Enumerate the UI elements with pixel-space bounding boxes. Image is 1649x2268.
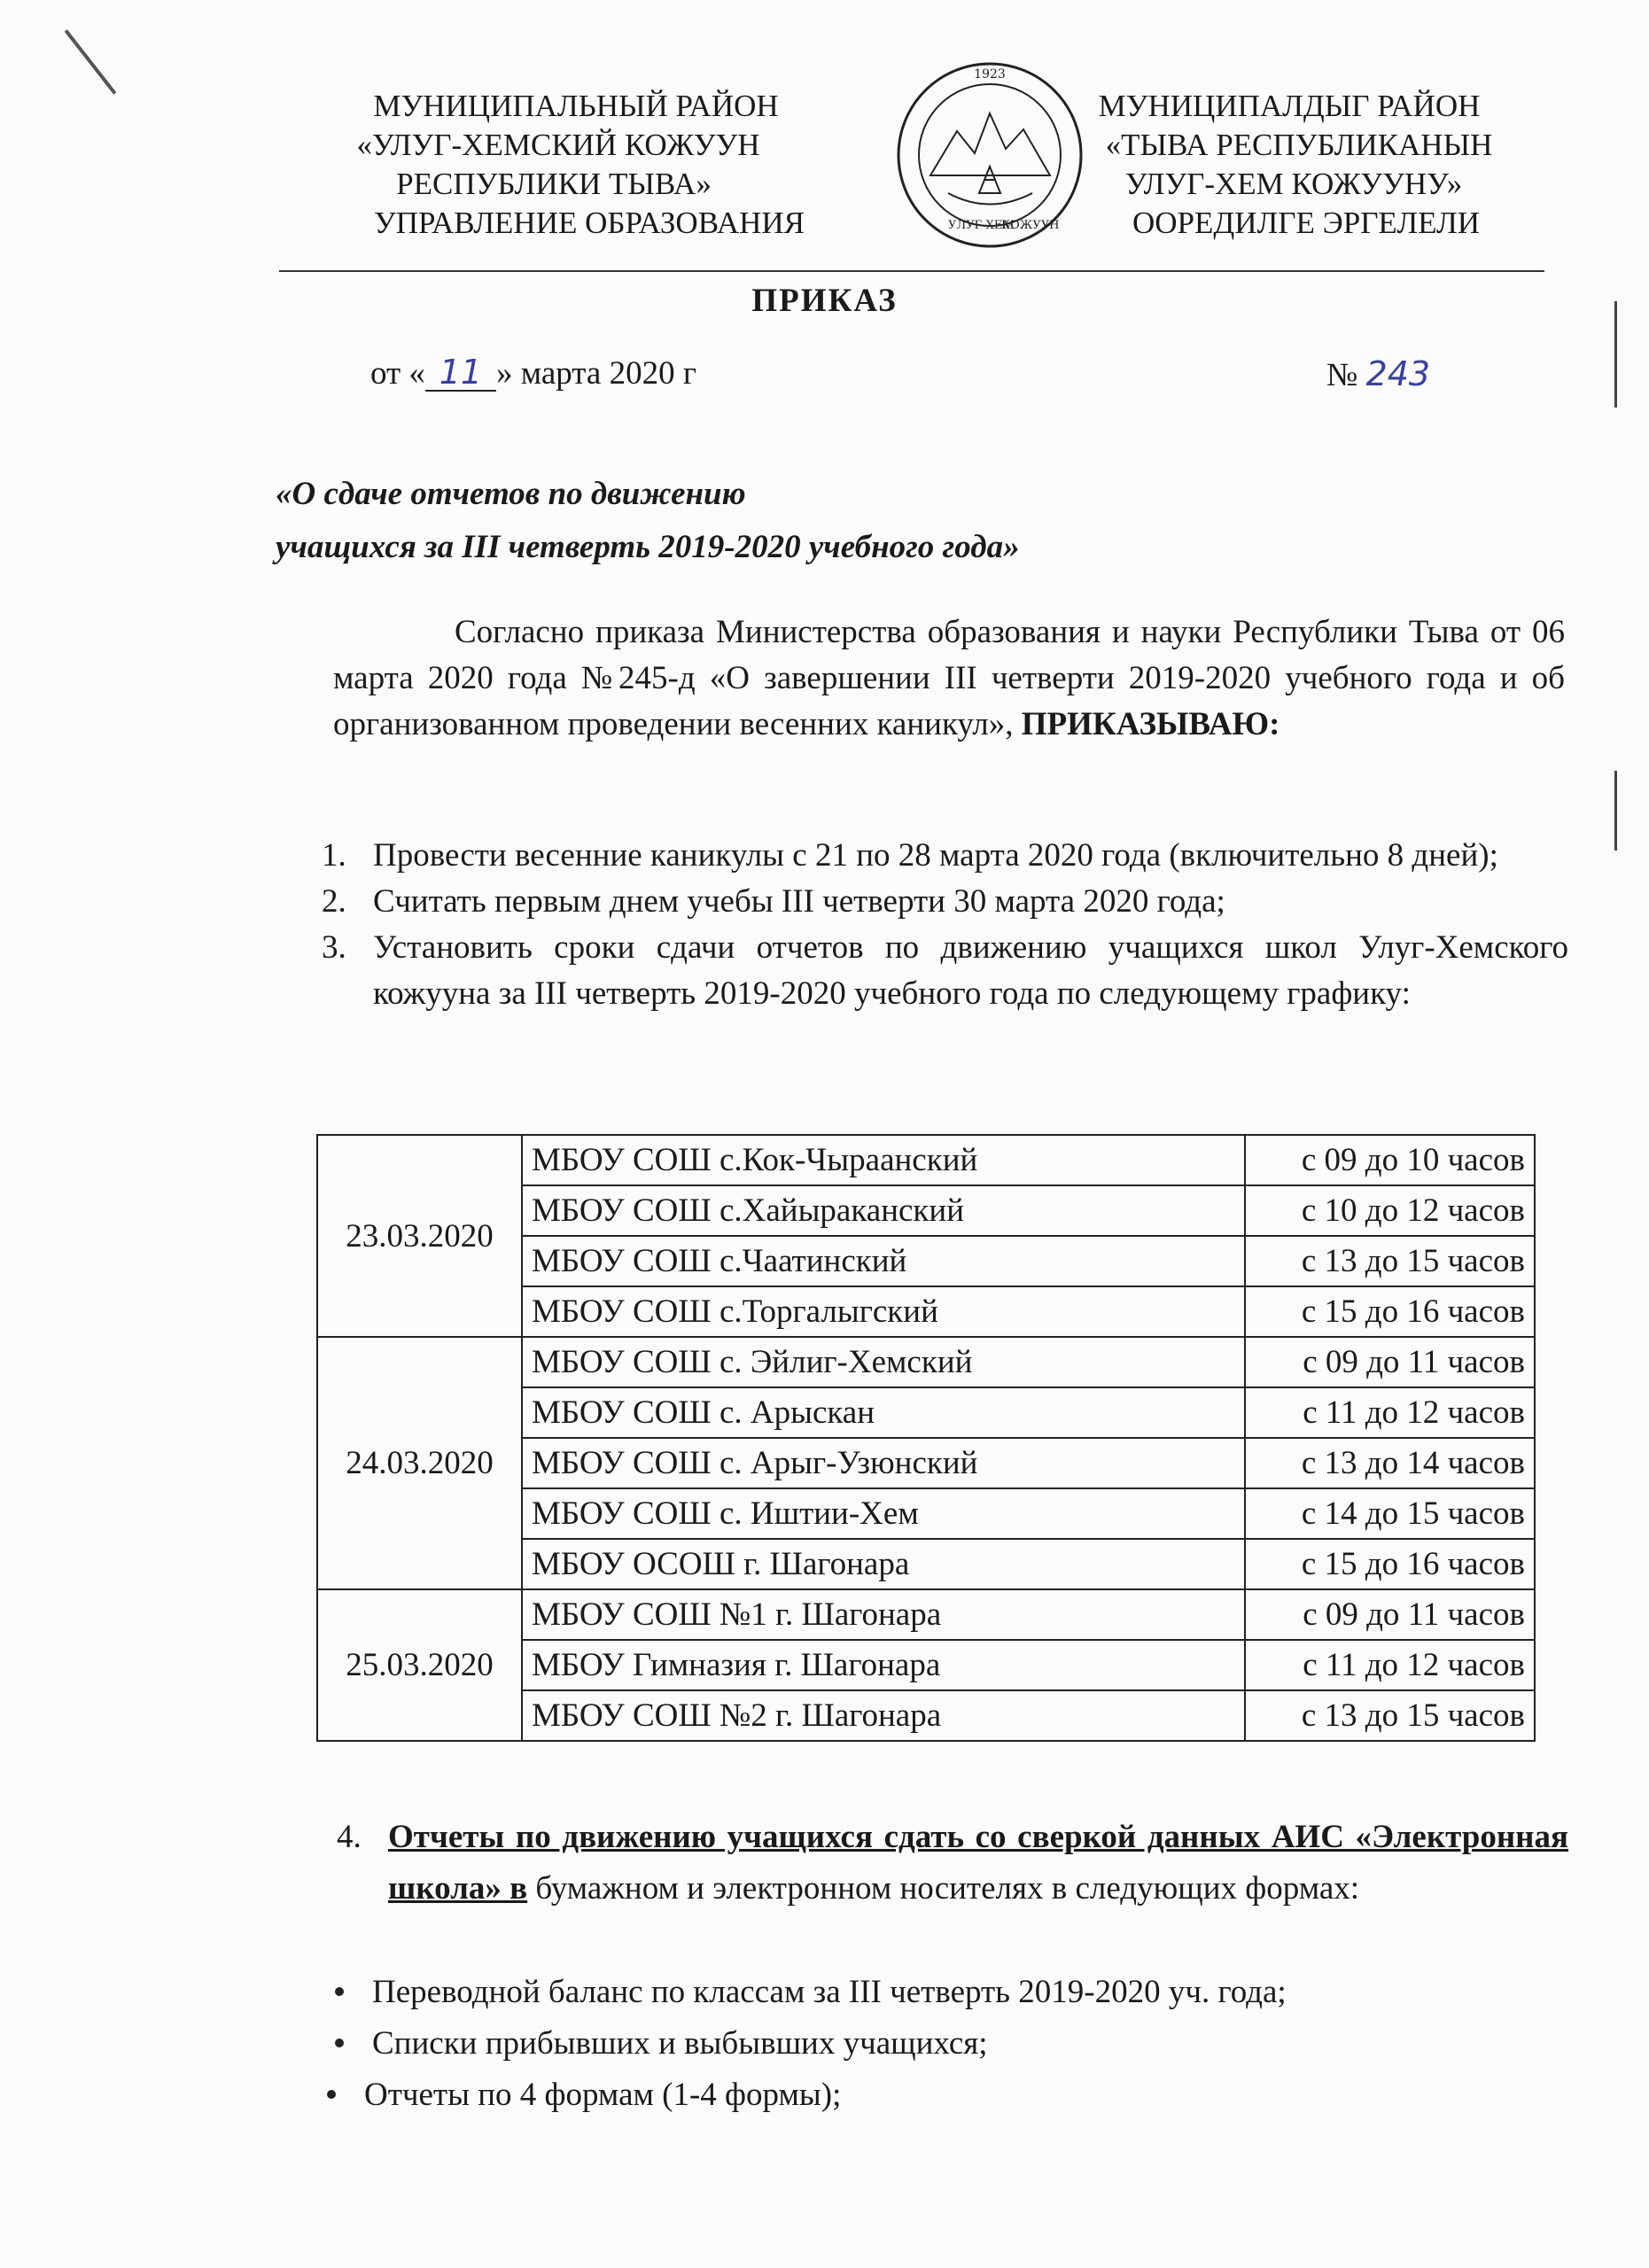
schedule-school: МБОУ ОСОШ г. Шагонара — [522, 1539, 1245, 1589]
item-number: 4. — [337, 1819, 362, 1855]
list-item — [337, 1812, 1568, 1915]
item-number: 3. — [322, 929, 346, 966]
bullet-text: Отчеты по 4 формам (1-4 формы); — [364, 2077, 842, 2113]
schedule-school: МБОУ СОШ с.Чаатинский — [522, 1236, 1245, 1286]
header-right-line: МУНИЦИПАЛДЫГ РАЙОН — [1098, 89, 1481, 123]
schedule-time: с 13 до 14 часов — [1245, 1438, 1535, 1488]
schedule-time: с 13 до 15 часов — [1245, 1236, 1535, 1286]
emblem-text-left: УЛУГ-ХЕМ — [948, 219, 1015, 232]
bullet-text: Переводной баланс по классам за III четверть 2019-2020 уч. года; — [372, 1974, 1287, 2010]
bullet-item — [335, 1967, 1287, 2018]
scan-edge-mark — [1614, 771, 1617, 850]
list-item — [322, 925, 1568, 1017]
schedule-date: 23.03.2020 — [317, 1135, 522, 1337]
emblem-text-right: КОЖУУН — [1001, 219, 1060, 232]
intro-text: Согласно приказа Министерства образования и науки Республики Тыва от 06 марта 2020 года №245-д «О завершении III четверти 2019-2020 учебного года и об организованном проведении весенних каникул», — [333, 614, 1565, 742]
emblem-year: 1923 — [974, 67, 1006, 82]
schedule-date: 24.03.2020 — [317, 1337, 522, 1589]
intro-paragraph — [333, 610, 1565, 748]
schedule-time: с 09 до 11 часов — [1245, 1589, 1535, 1640]
header-left-line: «УЛУГ-ХЕМСКИЙ КОЖУУН — [356, 128, 760, 162]
scan-corner-mark — [65, 29, 117, 94]
list-item — [322, 833, 1568, 879]
item-number: 1. — [322, 837, 346, 874]
table-row — [317, 1589, 1535, 1640]
schedule-school: МБОУ СОШ с. Арыг-Узюнский — [522, 1438, 1245, 1488]
date-prefix: от « — [370, 355, 425, 392]
schedule-table — [316, 1134, 1536, 1742]
header-left-line: РЕСПУБЛИКИ ТЫВА» — [396, 167, 712, 201]
schedule-school: МБОУ Гимназия г. Шагонара — [522, 1640, 1245, 1690]
order-number-handwritten: 243 — [1365, 354, 1431, 393]
table-row — [317, 1135, 1535, 1185]
number-label: № — [1326, 357, 1358, 393]
header-divider — [279, 270, 1544, 272]
schedule-school: МБОУ СОШ с.Торгалыгский — [522, 1286, 1245, 1337]
item-text: Считать первым днем учебы III четверти 30 марта 2020 года; — [373, 883, 1225, 920]
item4-rest: бумажном и электронном носителях в следующих формах: — [527, 1870, 1360, 1907]
header-left — [301, 87, 851, 243]
coat-of-arms-emblem — [895, 60, 1085, 251]
schedule-time: с 09 до 11 часов — [1245, 1337, 1535, 1387]
schedule-time: с 14 до 15 часов — [1245, 1488, 1535, 1539]
bullet-dot — [335, 2039, 344, 2047]
schedule-school: МБОУ СОШ №1 г. Шагонара — [522, 1589, 1245, 1640]
bullet-item — [327, 2070, 841, 2121]
schedule-school: МБОУ СОШ с. Арыскан — [522, 1387, 1245, 1438]
schedule-school: МБОУ СОШ №2 г. Шагонара — [522, 1690, 1245, 1741]
schedule-time: с 11 до 12 часов — [1245, 1640, 1535, 1690]
date-suffix: » марта 2020 г — [495, 355, 697, 392]
item-4 — [337, 1812, 1568, 1915]
schedule-time: с 10 до 12 часов — [1245, 1185, 1535, 1236]
schedule-time: с 11 до 12 часов — [1245, 1387, 1535, 1438]
bullet-dot — [327, 2090, 336, 2099]
header-left-line: УПРАВЛЕНИЕ ОБРАЗОВАНИЯ — [373, 206, 805, 240]
schedule-time: с 15 до 16 часов — [1245, 1539, 1535, 1589]
item4-underlined: Отчеты по движению учащихся сдать со сверкой данных АИС «Электронная школа» в — [388, 1819, 1568, 1907]
order-items — [322, 833, 1568, 1017]
header-right-line: ООРЕДИЛГЕ ЭРГЕЛЕЛИ — [1132, 206, 1481, 240]
order-subject — [276, 468, 1020, 574]
item-text: Установить сроки сдачи отчетов по движению учащихся школ Улуг-Хемского кожууна за III четверть 2019-2020 учебного года по следующему графику: — [373, 929, 1568, 1012]
schedule-time: с 09 до 10 часов — [1245, 1135, 1535, 1185]
order-number — [1326, 354, 1430, 394]
schedule-time: с 13 до 15 часов — [1245, 1690, 1535, 1741]
header-right — [1081, 87, 1506, 243]
schedule-school: МБОУ СОШ с. Иштии-Хем — [522, 1488, 1245, 1539]
date-line — [370, 354, 696, 392]
subject-line-2: учащихся за III четверть 2019-2020 учебного года» — [276, 529, 1020, 565]
table-row — [317, 1337, 1535, 1387]
schedule-time: с 15 до 16 часов — [1245, 1286, 1535, 1337]
schedule-school: МБОУ СОШ с.Хайыраканский — [522, 1185, 1245, 1236]
header-left-line: МУНИЦИПАЛЬНЫЙ РАЙОН — [373, 89, 779, 123]
bullet-text: Списки прибывших и выбывших учащихся; — [372, 2025, 988, 2062]
bullet-item — [335, 2018, 988, 2070]
header-right-line: «ТЫВА РЕСПУБЛИКАНЫН — [1105, 128, 1493, 162]
schedule-school: МБОУ СОШ с. Эйлиг-Хемский — [522, 1337, 1245, 1387]
schedule-date: 25.03.2020 — [317, 1589, 522, 1741]
item-number: 2. — [322, 883, 346, 920]
header-right-line: УЛУГ-ХЕМ КОЖУУНУ» — [1124, 167, 1463, 201]
scan-edge-mark — [1614, 301, 1617, 408]
order-word: ПРИКАЗЫВАЮ: — [1021, 706, 1280, 742]
subject-line-1: «О сдаче отчетов по движению — [276, 476, 746, 512]
document-title: ПРИКАЗ — [751, 283, 898, 319]
list-item — [322, 879, 1568, 925]
schedule-school: МБОУ СОШ с.Кок-Чыраанский — [522, 1135, 1245, 1185]
date-day-handwritten: 11 — [425, 354, 496, 392]
bullet-dot — [335, 1987, 344, 1996]
item-text: Провести весенние каникулы с 21 по 28 марта 2020 года (включительно 8 дней); — [373, 837, 1498, 874]
